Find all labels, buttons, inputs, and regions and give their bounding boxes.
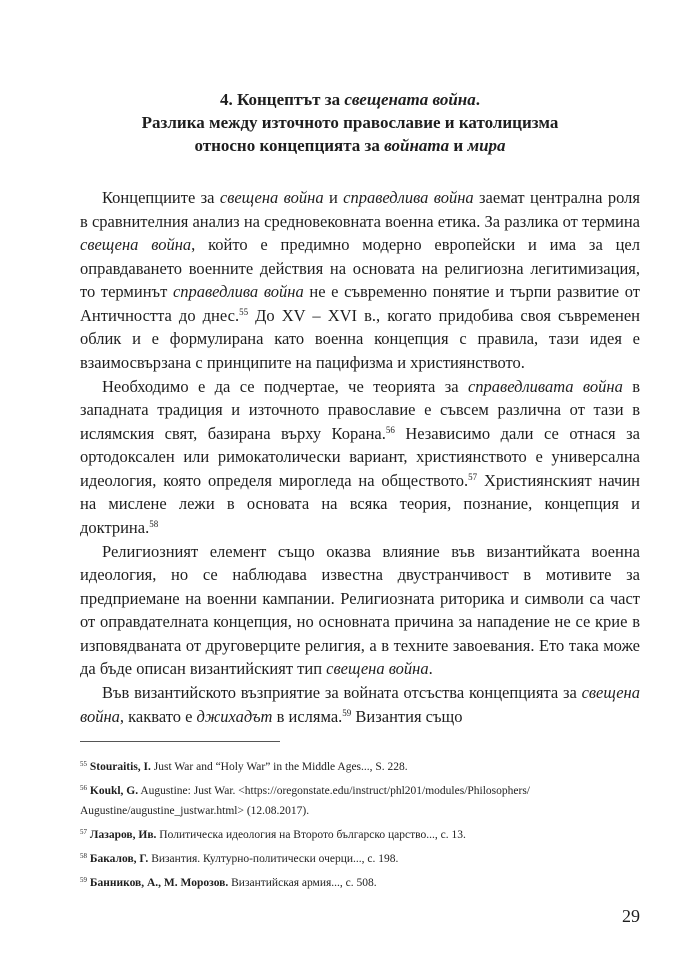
heading-text: и [449,136,468,155]
italic-term: джихадът [196,706,273,726]
text-run: Концепциите за [102,188,220,207]
paragraph-4 [80,681,640,728]
footnote-number: 59 [80,876,87,884]
text-run: До XV – XVI в., когато придобива своя съвременен облик и е формулирана като военна концепция с правила, тази идея е взаимосвързана с принципите на пацифизма и християнството. [80,305,640,372]
body-text [80,186,640,728]
footnote-number: 56 [80,784,87,792]
text-run: заемат централна роля в сравнителния анализ на средновековната военна етика. За разлика от термина [80,188,640,231]
footnote-58 [80,849,640,869]
footnote-ref[interactable]: 58 [149,518,159,529]
footnote-57 [80,825,640,845]
text-run: Християнският начин на мислене лежи в основата на всяка теория, познание, концепция и доктрина. [80,470,640,537]
page-number: 29 [622,906,640,926]
paragraph-3 [80,540,640,681]
italic-term: справедлива война [172,282,304,301]
paragraph-1 [80,186,640,374]
heading-line-3 [80,134,620,157]
footnotes [80,757,640,897]
text-run: не е съвременно понятие и търпи развитие от Античността до днес. [80,282,640,325]
heading-italic: войната [384,136,450,155]
italic-term: свещена война [80,683,640,726]
text-run: . [428,659,433,678]
footnote-number: 58 [80,852,87,860]
text-run: в западната традиция и източното православие е съвсем различна от тази в ислямския свят, базирана върху Корана. [80,376,640,443]
section-heading [80,88,620,157]
footnote-ref[interactable]: 56 [385,424,395,435]
footnote-author: Лазаров, Ив. [89,829,157,841]
heading-line-1 [80,88,620,111]
footnote-ref[interactable]: 55 [239,306,249,317]
footnote-author: Банников, А., М. Морозов. [89,877,229,889]
footnote-author: Koukl, G. [89,785,139,797]
footnote-author: Бакалов, Г. [89,853,149,865]
footnote-ref[interactable]: 59 [342,707,352,718]
footnote-divider [80,741,280,742]
text-run: , каквато е [119,706,197,726]
text-run: Във византийското възприятие за войната отсъства концепцията за [102,683,582,702]
footnote-59 [80,873,640,893]
footnote-number: 57 [80,828,87,836]
paragraph-2 [80,375,640,540]
text-run: в исляма. [272,706,343,726]
footnote-text: Византийская армия..., с. 508. [228,877,377,889]
italic-term: свещена война [326,659,429,678]
text-run: и [323,188,344,207]
footnote-ref[interactable]: 57 [468,471,478,482]
italic-term: справедливата война [467,376,623,396]
footnote-56 [80,781,640,821]
footnote-number: 55 [80,760,87,768]
footnote-text: Just War and “Holy War” in the Middle Ages..., S. 228. [150,761,408,773]
heading-italic: мира [467,136,506,155]
heading-italic: свещената война [344,90,476,109]
italic-term: свещена война [219,188,324,207]
text-run: Независимо дали се отнася за ортодоксален или римокатолически вариант, християнството е универсална идеология, която определя мирогледа на обществото. [80,423,640,490]
heading-text: . [475,90,480,109]
text-run: Религиозният елемент също оказва влияние във византийката военна идеология, но се наблюдава известна двустранчивост в мотивите за предприемане на военни кампании. Религиозната риторика и символи са част от оправдателната концепция, но основната причина за нападение не се крие в изповядваната от друговерците религия, а в техните завоевания. Ето така може да бъде описан византийският тип [80,541,640,678]
footnote-text: Augustine: Just War. <https://oregonstate.edu/instruct/phl201/modules/Philosophers/ Augustine/augustine_justwar.html> (12.08.2017). [80,785,530,817]
text-run: , който е предимно модерно европейски и има за цел оправдаването военните действия на основата на религиозна легитимизация, то терминът [80,235,640,301]
footnote-text: Политическа идеология на Второто българско царство..., с. 13. [156,829,466,841]
heading-text: относно концепцията за [194,136,385,155]
heading-text: 4. Концептът за [220,90,345,109]
italic-term: свещена война [80,235,192,254]
text-run: Византия също [351,706,463,726]
italic-term: справедлива война [343,188,474,207]
footnote-55 [80,757,640,777]
heading-line-2: Разлика между източното православие и католицизма [141,113,559,132]
footnote-text: Византия. Културно-политически очерци..., с. 198. [148,853,399,865]
footnote-author: Stouraitis, I. [89,761,151,773]
text-run: Необходимо е да се подчертае, че теорията за [102,376,468,396]
